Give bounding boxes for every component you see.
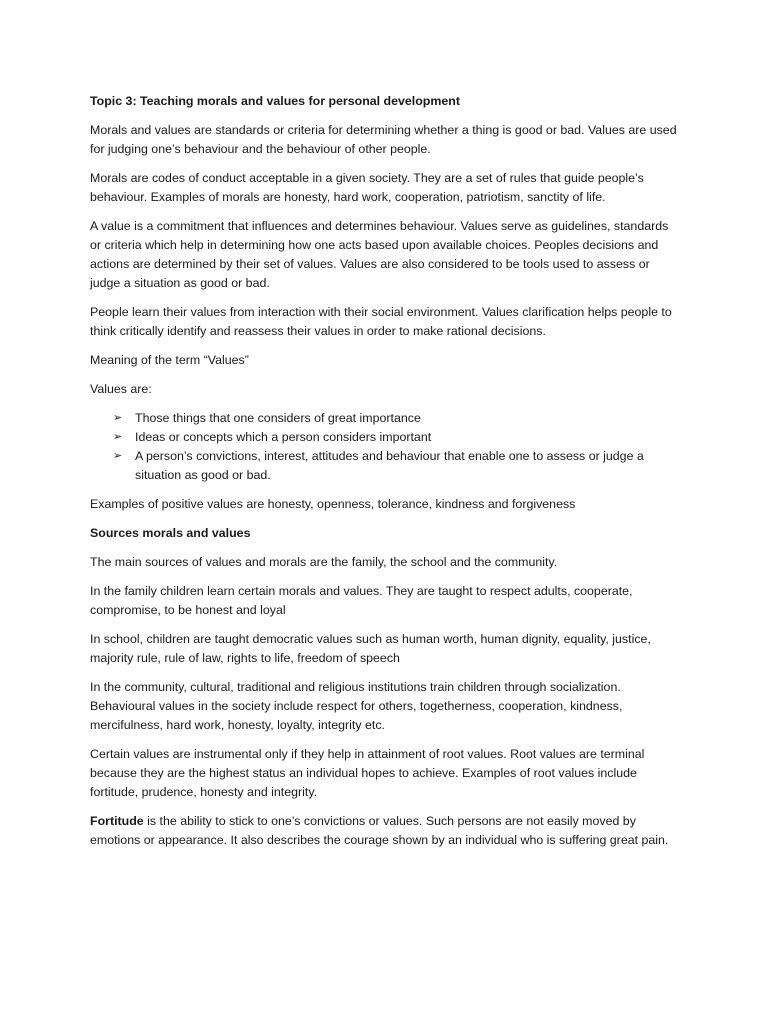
paragraph-meaning-of-values: Meaning of the term “Values” [90, 353, 249, 367]
arrow-bullet-icon: ➢ [113, 412, 123, 424]
paragraph-main-sources: The main sources of values and morals are the family, the school and the community. [90, 555, 558, 569]
fortitude-definition: is the ability to stick to one’s convictions or values. Such persons are not easily moved by emotions or appearance. It also describes the courage shown by an individual who is suffering great pain. [90, 814, 669, 847]
paragraph-morals-definition: Morals are codes of conduct acceptable in a given society. They are a set of rules that guide people’s behaviour. Examples of morals are honesty, hard work, cooperation, patriotism, sanctity of life. [90, 171, 644, 204]
paragraph-family: In the family children learn certain morals and values. They are taught to respect adults, cooperate, compromise, to be honest and loyal [90, 584, 633, 617]
list-item [90, 428, 680, 447]
paragraph-value-definition: A value is a commitment that influences and determines behaviour. Values serve as guidelines, standards or criteria which help in determining how one acts based upon available choices. Peoples decisions and actions are determined by their set of values. Values are also considered to be tools used to assess or judge a situation as good or bad. [90, 219, 669, 290]
paragraph-root-values: Certain values are instrumental only if they help in attainment of root values. Root values are terminal because they are the highest status an individual hopes to achieve. Examples of root values include fortitude, prudence, honesty and integrity. [90, 747, 645, 799]
paragraph-values-are: Values are: [90, 382, 152, 396]
list-item [90, 447, 680, 485]
arrow-bullet-icon: ➢ [113, 431, 123, 443]
paragraph-fortitude [90, 812, 680, 850]
paragraph-morals-values-definition: Morals and values are standards or criteria for determining whether a thing is good or bad. Values are used for judging one’s behaviour and the behaviour of other people. [90, 123, 677, 156]
paragraph-learning-values: People learn their values from interaction with their social environment. Values clarification helps people to think critically identify and reassess their values in order to make rational decisions. [90, 305, 672, 338]
arrow-bullet-icon: ➢ [113, 450, 123, 462]
fortitude-term: Fortitude [90, 814, 144, 828]
values-bullet-list [90, 409, 680, 485]
paragraph-school: In school, children are taught democratic values such as human worth, human dignity, equality, justice, majority rule, rule of law, rights to life, freedom of speech [90, 632, 651, 665]
document-page [90, 92, 680, 860]
list-item [90, 409, 680, 428]
list-item-text: Ideas or concepts which a person considers important [135, 430, 432, 444]
sources-heading: Sources morals and values [90, 526, 251, 540]
document-title: Topic 3: Teaching morals and values for personal development [90, 94, 460, 108]
list-item-text: A person’s convictions, interest, attitudes and behaviour that enable one to assess or judge a situation as good or bad. [135, 449, 644, 482]
paragraph-community: In the community, cultural, traditional and religious institutions train children through socialization. Behavioural values in the society include respect for others, togetherness, cooperation, kindness, mercifulness, hard work, honesty, loyalty, integrity etc. [90, 680, 623, 732]
paragraph-positive-values-examples: Examples of positive values are honesty, openness, tolerance, kindness and forgiveness [90, 497, 576, 511]
list-item-text: Those things that one considers of great importance [135, 411, 421, 425]
